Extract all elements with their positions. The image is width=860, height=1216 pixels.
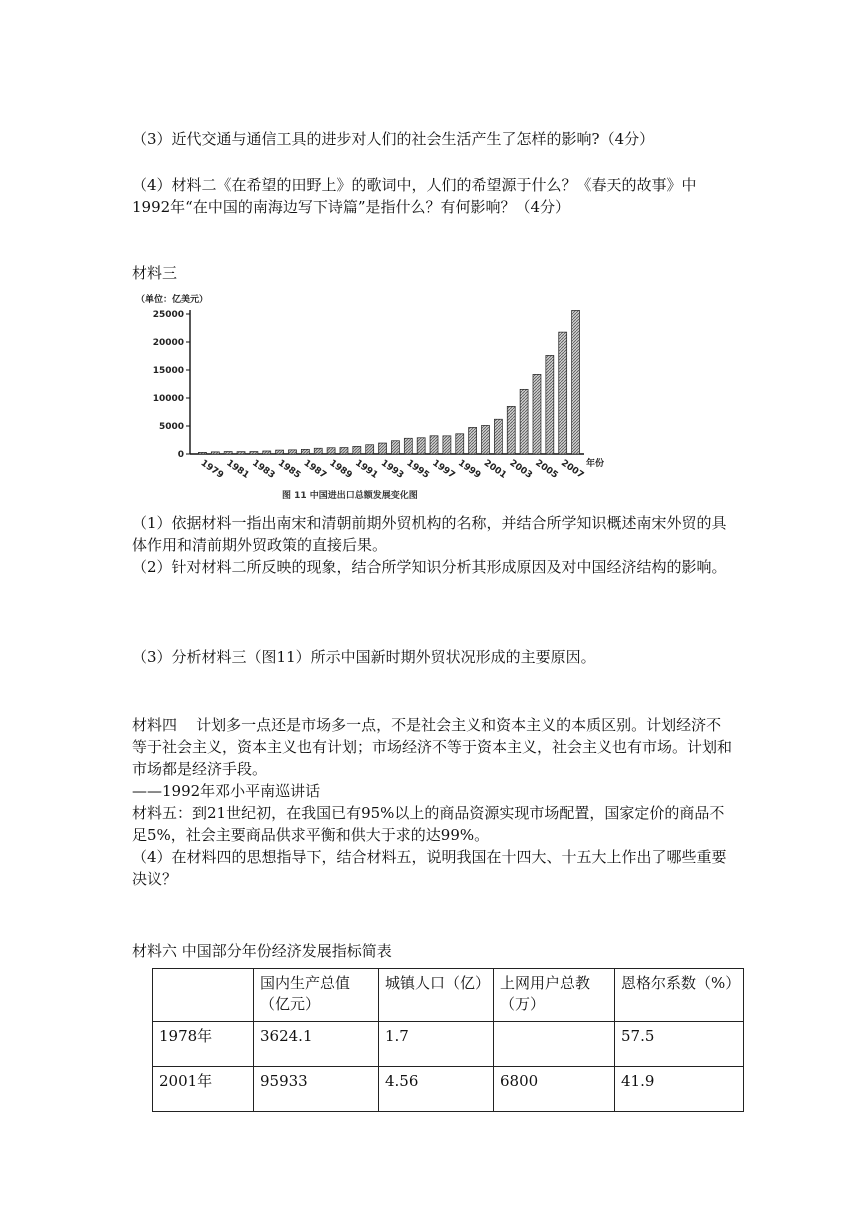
chart-caption: 图 11 中国进出口总额发展变化图 (282, 491, 418, 501)
bar-1997 (430, 436, 438, 454)
table-cell: 4.56 (379, 1067, 494, 1112)
sub-question-1: （1）依据材料一指出南宋和清朝前期外贸机构的名称，并结合所学知识概述南宋外贸的具体作用和清前期外贸政策的直接后果。 (132, 514, 727, 554)
bar-1981 (224, 452, 232, 454)
material-3-label: 材料三 (132, 264, 178, 282)
x-tick-label: 1979 (198, 458, 225, 481)
bar-2005 (533, 374, 541, 454)
x-tick-label: 1991 (353, 458, 380, 481)
bar-2006 (546, 355, 554, 454)
bar-2008 (572, 310, 580, 454)
x-tick-label: 1981 (224, 458, 251, 481)
table-header-cell: 恩格尔系数（%） (615, 969, 744, 1022)
y-tick-label: 15000 (152, 366, 184, 376)
x-axis-suffix: 年份 (586, 459, 605, 469)
x-tick-label: 1993 (378, 458, 406, 481)
question-3-top: （3）近代交通与通信工具的进步对人们的社会生活产生了怎样的影响?（4分） (132, 130, 655, 148)
trade-chart (132, 292, 605, 502)
bar-1990 (340, 448, 348, 454)
bar-1988 (314, 448, 322, 454)
economic-indicators-table (152, 968, 744, 1112)
bar-1986 (289, 450, 297, 454)
question-4-top: （4）材料二《在希望的田野上》的歌词中，人们的希望源于什么？《春天的故事》中1992年“在中国的南海边写下诗篇”是指什么？有何影响？（4分） (132, 176, 697, 216)
bar-2007 (559, 332, 567, 454)
sub-question-3: （3）分析材料三（图11）所示中国新时期外贸状况形成的主要原因。 (132, 648, 596, 666)
bar-1994 (391, 441, 399, 454)
material-5-text: 材料五：到21世纪初，在我国已有95%以上的商品资源实现市场配置，国家定价的商品不足5%，社会主要商品供求平衡和供大于求的达99%。 (132, 804, 725, 844)
x-tick-label: 1985 (275, 458, 303, 481)
table-cell (494, 1022, 615, 1067)
sub-question-2: （2）针对材料二所反映的现象，结合所学知识分析其形成原因及对中国经济结构的影响。 (132, 558, 727, 576)
table-cell: 6800 (494, 1067, 615, 1112)
material-6-label: 材料六 中国部分年份经济发展指标简表 (132, 942, 392, 960)
material-4-text: 材料四 计划多一点还是市场多一点，不是社会主义和资本主义的本质区别。计划经济不等于社会主义，资本主义也有计划；市场经济不等于资本主义，社会主义也有市场。计划和市场都是经济手段。 (132, 716, 733, 778)
x-tick-label: 2007 (558, 458, 586, 481)
table-header-row (153, 969, 744, 1022)
table-cell: 95933 (254, 1067, 379, 1112)
bar-1983 (250, 452, 258, 454)
bar-1985 (276, 450, 284, 454)
y-tick-label: 25000 (152, 310, 184, 320)
table-row (153, 1067, 744, 1112)
y-tick-label: 10000 (152, 394, 184, 404)
table-header-cell: 上网用户总教（万） (494, 969, 615, 1022)
bar-1995 (404, 438, 412, 454)
table-cell: 57.5 (615, 1022, 744, 1067)
bar-1996 (417, 438, 425, 454)
bar-1989 (327, 448, 335, 454)
table-cell: 1.7 (379, 1022, 494, 1067)
bar-2004 (520, 389, 528, 454)
y-tick-label: 5000 (158, 422, 184, 432)
bar-1984 (263, 451, 271, 454)
x-tick-label: 1987 (301, 458, 328, 481)
table-cell: 1978年 (153, 1022, 254, 1067)
y-tick-label: 0 (177, 450, 184, 460)
table-header-cell: 国内生产总值（亿元） (254, 969, 379, 1022)
chart-unit-label: （单位：亿美元） (136, 295, 209, 305)
y-tick-label: 20000 (152, 338, 184, 348)
bar-1987 (301, 449, 309, 454)
bar-1982 (237, 452, 245, 454)
bar-1980 (211, 452, 219, 454)
table-header-cell: 城镇人口（亿） (379, 969, 494, 1022)
x-tick-label: 1995 (404, 458, 431, 481)
bar-2003 (507, 406, 515, 454)
bar-1992 (366, 445, 374, 454)
bar-2000 (469, 427, 477, 454)
table-header-cell (153, 969, 254, 1022)
bar-1979 (198, 452, 206, 454)
question-4-bottom: （4）在材料四的思想指导下，结合材料五，说明我国在十四大、十五大上作出了哪些重要决议？ (132, 848, 727, 888)
bar-1999 (456, 434, 464, 454)
x-tick-label: 1989 (327, 458, 354, 481)
table-cell: 2001年 (153, 1067, 254, 1112)
table-row (153, 1022, 744, 1067)
x-tick-label: 1983 (250, 458, 277, 481)
x-tick-label: 1997 (430, 458, 457, 481)
x-tick-label: 1999 (456, 458, 483, 481)
bar-1991 (353, 446, 361, 454)
bar-1993 (379, 443, 387, 454)
bar-1998 (443, 436, 451, 454)
x-tick-label: 2001 (481, 458, 509, 481)
table-cell: 41.9 (615, 1067, 744, 1112)
table-cell: 3624.1 (254, 1022, 379, 1067)
bar-2001 (482, 425, 490, 454)
bar-2002 (494, 419, 502, 454)
material-4-source: ——1992年邓小平南巡讲话 (132, 782, 321, 800)
x-tick-label: 2005 (533, 458, 560, 481)
x-tick-label: 2003 (507, 458, 534, 481)
